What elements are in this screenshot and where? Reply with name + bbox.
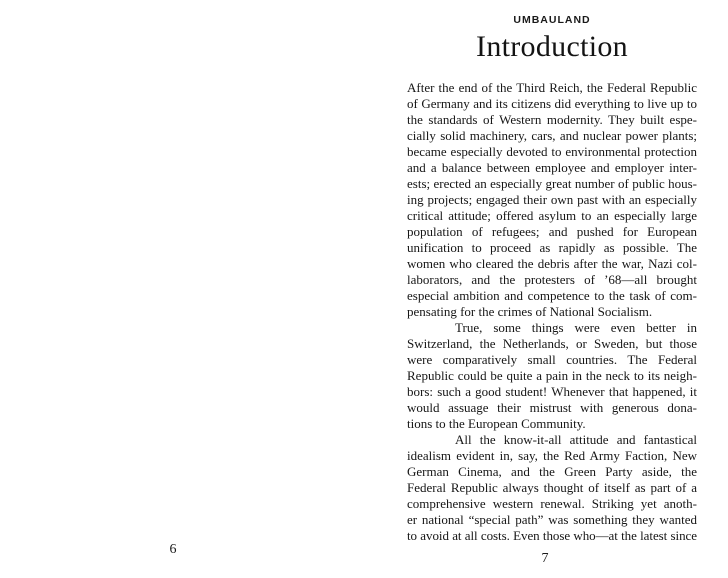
- chapter-title: Introduction: [476, 30, 628, 63]
- text-line: women who cleared the debris after the war, Nazi col-: [407, 256, 697, 271]
- text-line: and a balance between employee and employer inter-: [407, 160, 697, 175]
- text-line: critical attitude; offered asylum to an especially large: [407, 208, 697, 223]
- text-line: bors: such a good student! Whenever that happened, it: [407, 384, 697, 399]
- text-line: tions to the European Community.: [407, 416, 586, 431]
- paragraph: [407, 432, 697, 544]
- text-line: German Cinema, and the Green Party aside, the: [407, 464, 697, 479]
- body-text: [407, 80, 697, 544]
- text-line: of Germany and its citizens did everything to live up to: [407, 96, 697, 111]
- text-line: cially solid machinery, cars, and nuclear power plants;: [407, 128, 697, 143]
- text-line: especial ambition and competence to the task of com-: [407, 288, 697, 303]
- paragraph: [407, 80, 697, 320]
- text-line: pensating for the crimes of National Socialism.: [407, 304, 653, 319]
- text-line: were comparatively small countries. The Federal: [407, 352, 697, 367]
- text-line: Federal Republic always thought of itself as part of a: [407, 480, 697, 495]
- text-line: Republic could be quite a pain in the neck to its neigh-: [407, 368, 697, 383]
- text-line: became especially devoted to environmental protection: [407, 144, 697, 159]
- text-line: the standards of Western modernity. They built espe-: [407, 112, 697, 127]
- text-line: would assuage their mistrust with generous dona-: [407, 400, 697, 415]
- text-line: idealism evident in, say, the Red Army Faction, New: [407, 448, 697, 463]
- page-number-right: 7: [541, 551, 549, 566]
- text-line: ing projects; engaged their own past with an especially: [407, 192, 697, 207]
- text-line: unification to proceed as rapidly as possible. The: [407, 240, 697, 255]
- text-line: laborators, and the protesters of ’68—all brought: [407, 272, 697, 287]
- text-line: After the end of the Third Reich, the Federal Republic: [407, 80, 697, 95]
- text-line: er national “special path” was something they wanted: [407, 512, 697, 527]
- text-line: population of refugees; and pushed for European: [407, 224, 697, 239]
- text-line: ests; erected an especially great number of public hous-: [407, 176, 697, 191]
- text-line: All the know-it-all attitude and fantastical: [455, 432, 697, 447]
- page-number-left: 6: [169, 542, 177, 557]
- running-head: UMBAULAND: [513, 14, 591, 26]
- text-line: to avoid at all costs. Even those who—at the latest since: [407, 528, 697, 543]
- text-line: comprehensive western renewal. Striking yet anoth-: [407, 496, 697, 511]
- text-line: True, some things were even better in: [455, 320, 697, 335]
- paragraph: [407, 320, 697, 432]
- text-line: Switzerland, the Netherlands, or Sweden, but those: [407, 336, 697, 351]
